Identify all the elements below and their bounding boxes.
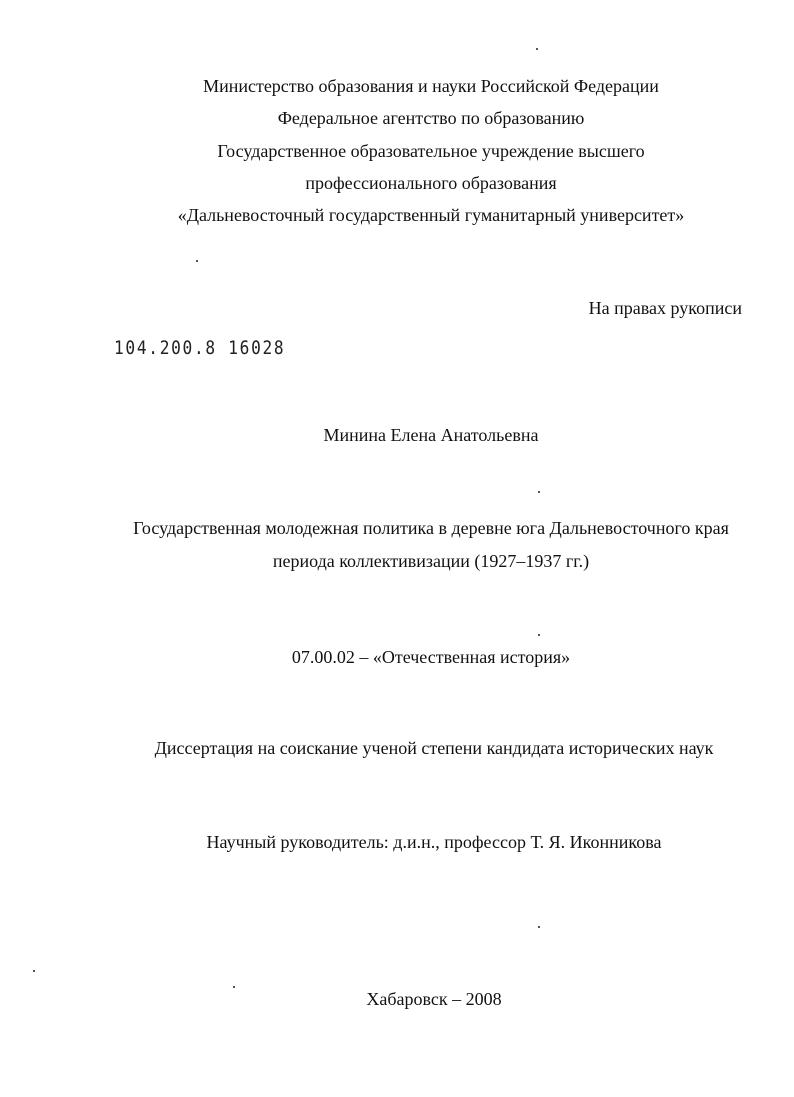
scan-speck	[538, 634, 540, 636]
degree-statement: Диссертация на соискание ученой степени кандидата исторических наук	[154, 738, 714, 758]
scan-speck	[233, 986, 235, 988]
scan-speck	[33, 970, 35, 972]
supervisor: Научный руководитель: д.и.н., профессор Т. Я. Иконникова	[206, 832, 662, 852]
agency-line: Федеральное агентство по образованию	[277, 108, 585, 128]
scan-speck	[196, 260, 198, 262]
scan-speck	[538, 926, 540, 928]
author-name: Минина Елена Анатольевна	[323, 425, 539, 445]
library-stamp-number: 104.200.8 16028	[114, 337, 286, 359]
institution-line: Государственное образовательное учреждение высшего	[217, 141, 645, 161]
dissertation-title-line-1: Государственная молодежная политика в деревне юга Дальневосточного края	[133, 518, 729, 538]
specialty: 07.00.02 – «Отечественная история»	[291, 647, 571, 667]
ministry-line: Министерство образования и науки Российской Федерации	[203, 76, 659, 96]
rights-note: На правах рукописи	[588, 298, 742, 318]
scan-speck	[538, 491, 540, 493]
university-name: «Дальневосточный государственный гуманитарный университет»	[177, 205, 685, 225]
dissertation-title-line-2: периода коллективизации (1927–1937 гг.)	[272, 551, 590, 571]
institution-line-2: профессионального образования	[305, 173, 557, 193]
place-year: Хабаровск – 2008	[366, 989, 502, 1009]
scan-speck	[536, 48, 538, 50]
